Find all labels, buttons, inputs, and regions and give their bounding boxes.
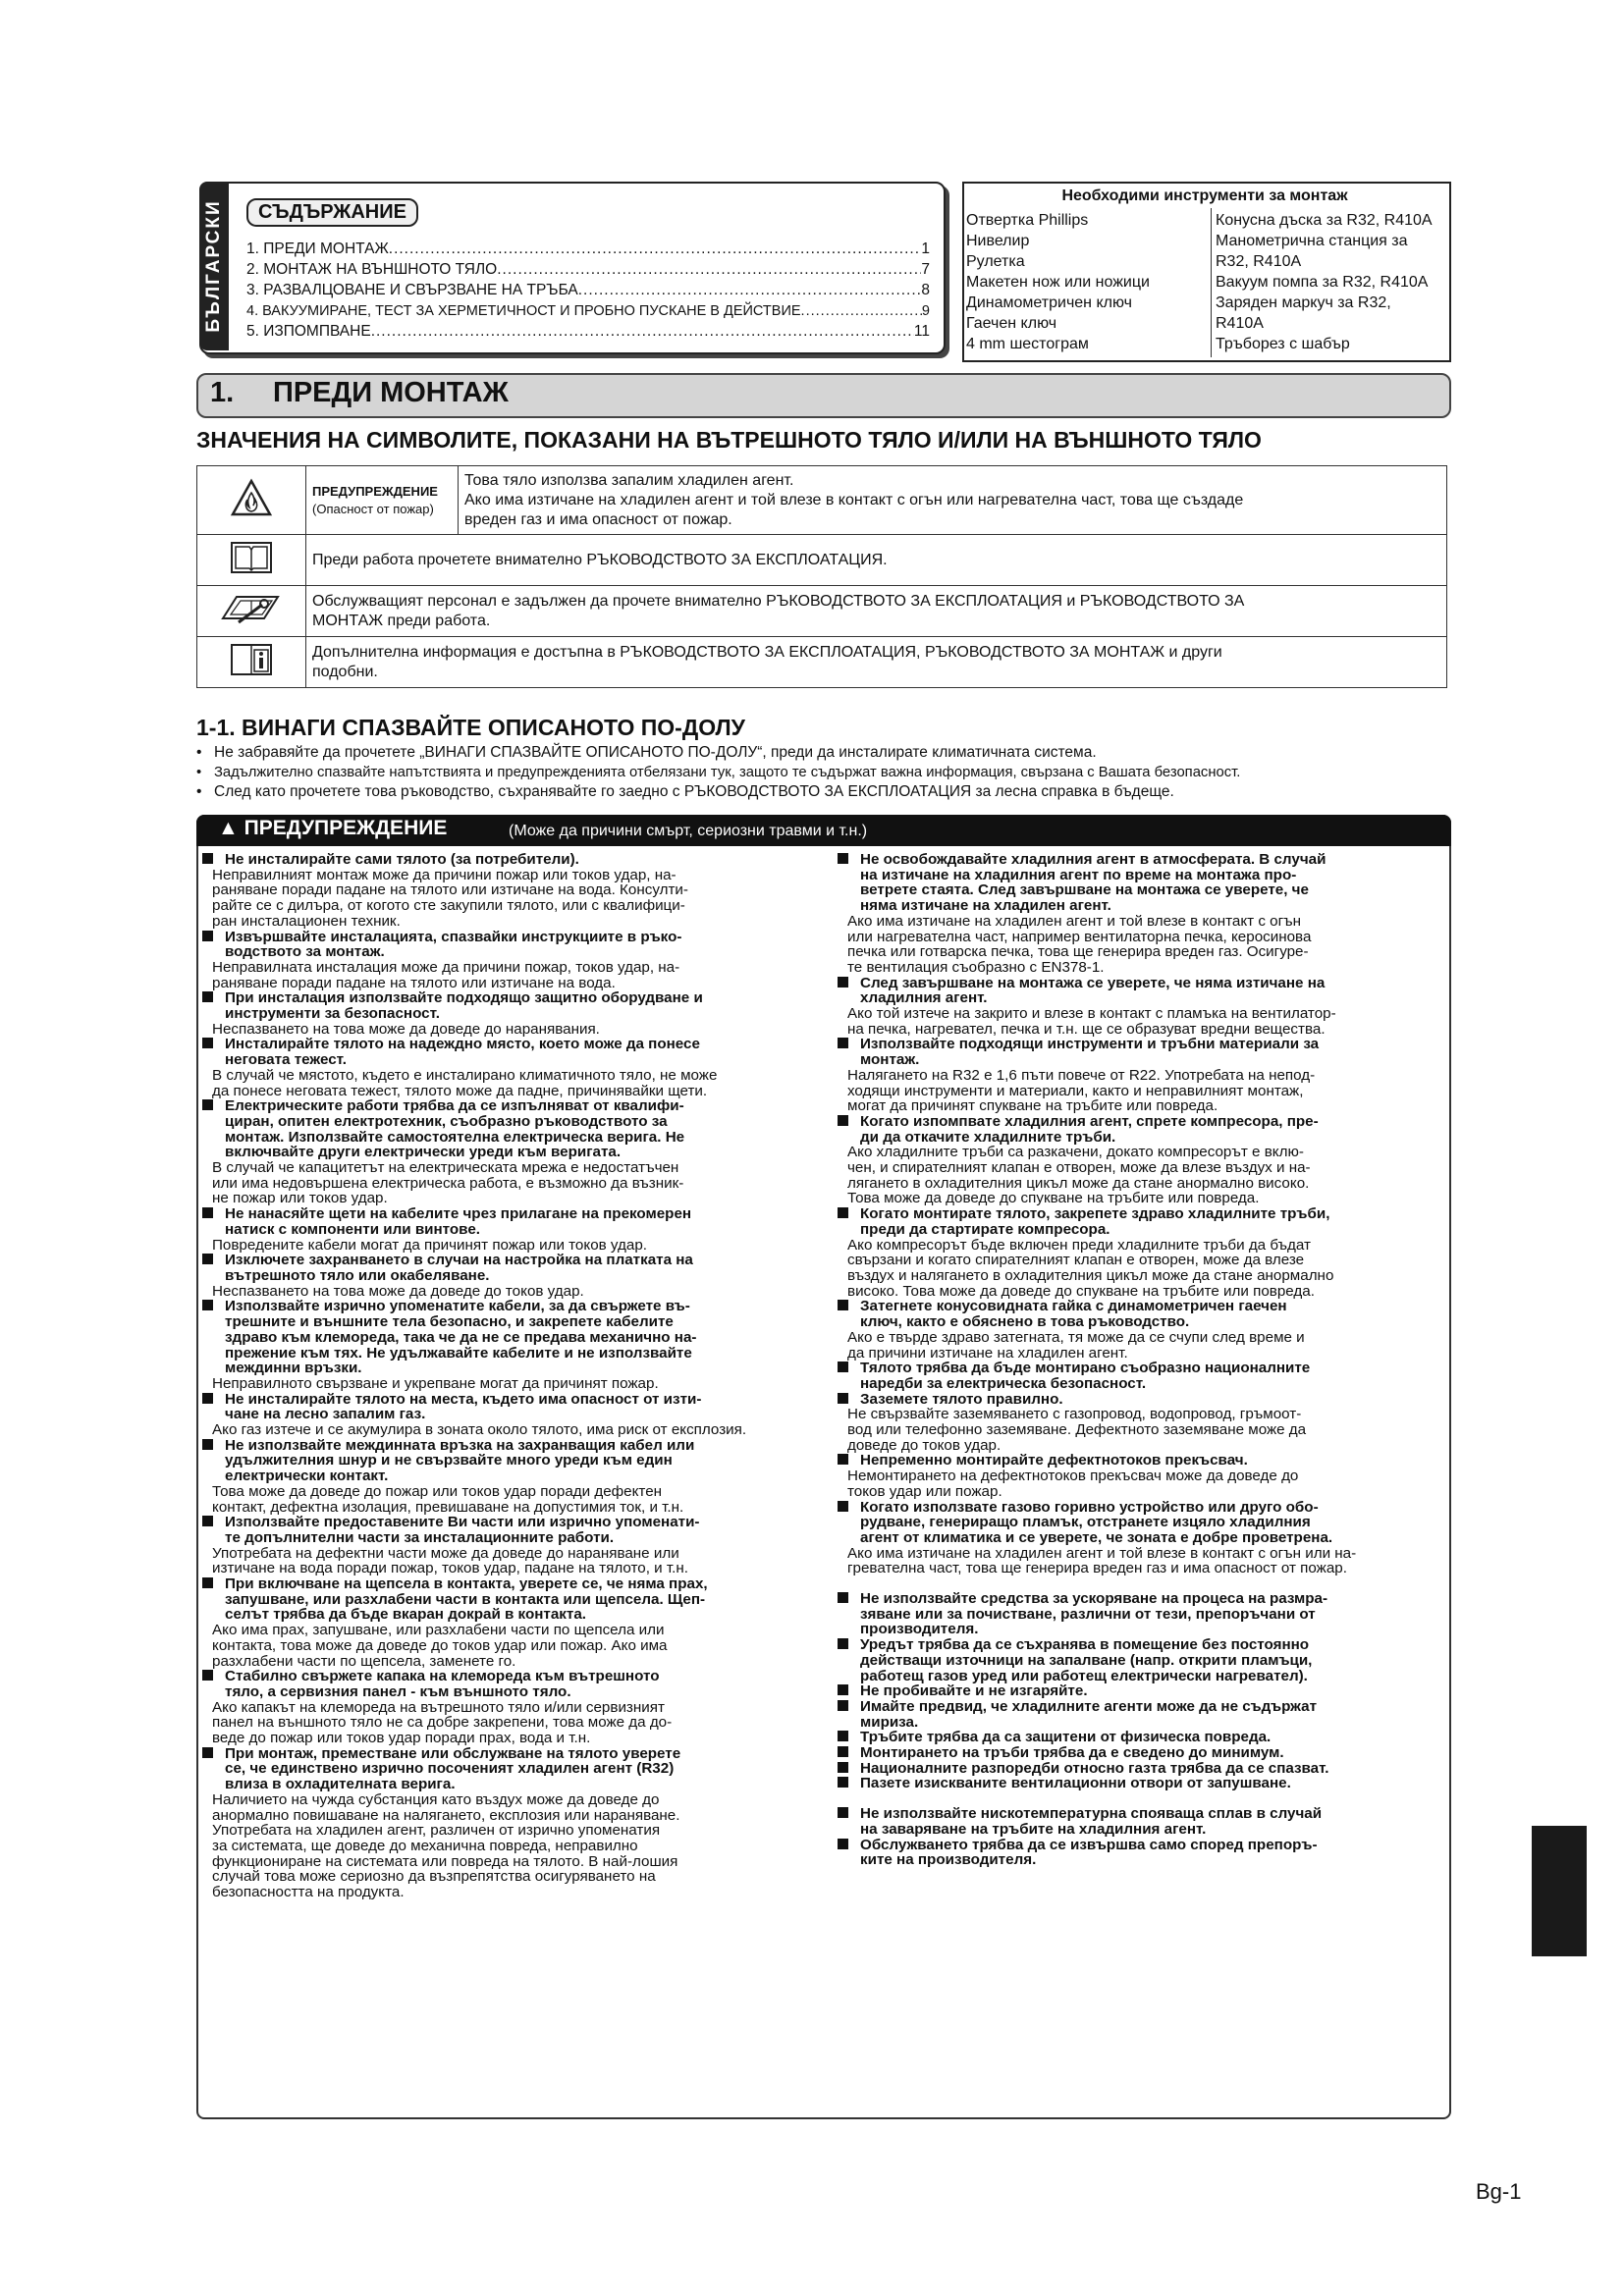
warning-item xyxy=(838,1776,1444,1791)
warning-item-body: В случай че мястото, където е инсталирано климатичното тяло, не може xyxy=(212,1066,718,1084)
symbol-description xyxy=(306,637,1447,688)
warning-item-body: В случай че капацитетът на електрическата мрежа е недостатъчен xyxy=(212,1159,679,1177)
warning-item-body: Неспазването на това може да доведе до наранявания. xyxy=(212,1020,600,1038)
square-bullet-icon xyxy=(202,1038,213,1048)
warning-item-heading: ветрете стаята. След завършване на монтажа се уверете, че xyxy=(860,881,1309,899)
warning-item-body: функциониране на системата или повреда на тялото. В най-лошия xyxy=(212,1852,678,1870)
warning-item-heading: Използвайте подходящи инструменти и тръбни материали за xyxy=(838,1037,1444,1052)
square-bullet-icon xyxy=(838,1393,848,1404)
warning-item-heading: Тялото трябва да бъде монтирано съобразно националните xyxy=(838,1361,1444,1376)
square-bullet-icon xyxy=(838,1362,848,1372)
warning-item xyxy=(838,1591,1444,1637)
warning-item-body: райте се с дилъра, от когото сте закупили тялото, или с квалифици- xyxy=(212,897,685,915)
square-bullet-icon xyxy=(838,977,848,988)
square-bullet-icon xyxy=(838,1207,848,1218)
square-bullet-icon xyxy=(838,1839,848,1849)
warning-item-body: Неспазването на това може да доведе до токов удар. xyxy=(212,1282,584,1300)
warning-item-heading: зяване или за почистване, различни от тези, препоръчани от xyxy=(860,1605,1316,1623)
toc-item[interactable]: 5. ИЗПОМПВАНЕ ..... 11 xyxy=(246,322,930,342)
warning-item xyxy=(202,1098,831,1206)
warning-item xyxy=(838,1500,1444,1577)
square-bullet-icon xyxy=(838,1762,848,1773)
warning-item-body: Ако капакът на клемореда на вътрешното тяло и/или сервизният xyxy=(212,1698,665,1716)
warning-label-cell xyxy=(306,466,459,535)
warning-item xyxy=(838,1206,1444,1299)
warning-item-body: разхлабени части по щепсела, заменете го. xyxy=(212,1652,516,1670)
warning-item-body: могат да причинят спукване на тръбите или повреда. xyxy=(847,1097,1218,1115)
warning-item xyxy=(838,1699,1444,1730)
warning-item-heading: включвайте други електрически уреди към веригата. xyxy=(225,1144,622,1161)
warning-item-body: анормално повишаване на налягането, експлозия или нараняване. xyxy=(212,1806,680,1824)
warning-item-heading: рудване, генериращо пламък, отстранете изцяло хладилния xyxy=(860,1514,1311,1531)
text-line: подобни. xyxy=(312,663,378,680)
warning-column-right xyxy=(838,852,1444,1868)
warning-item-heading: циран, опитен електротехник, съобразно ръководството за xyxy=(225,1112,668,1130)
square-bullet-icon xyxy=(202,1393,213,1404)
warning-item xyxy=(202,1515,831,1576)
toc-item[interactable]: 1. ПРЕДИ МОНТАЖ ..... 1 xyxy=(246,240,930,259)
square-bullet-icon xyxy=(202,853,213,864)
warning-item-heading: Не използвайте нискотемпературна спояваща сплав в случай xyxy=(838,1806,1444,1822)
warning-item-heading: тяло, а сервизния панел - към външното тяло. xyxy=(225,1682,571,1700)
warning-item xyxy=(202,990,831,1037)
text-line: Обслужващият персонал е задължен да прочете внимателно РЪКОВОДСТВОТО ЗА ЕКСПЛОАТАЦИЯ и РЪКОВОДСТВОТО ЗА xyxy=(312,592,1245,610)
warning-item xyxy=(838,1838,1444,1868)
warning-item-heading: Националните разпоредби относно газта трябва да се спазват. xyxy=(838,1761,1444,1777)
symbol-description: Преди работа прочетете внимателно РЪКОВОДСТВОТО ЗА ЕКСПЛОАТАЦИЯ. xyxy=(306,535,1447,586)
tool-item: Рулетка xyxy=(966,253,1025,270)
square-bullet-icon xyxy=(838,1731,848,1741)
warning-item-heading: Когато изпомпвате хладилния агент, спрете компресора, пре- xyxy=(838,1114,1444,1130)
warning-item xyxy=(838,1453,1444,1499)
symbol-row xyxy=(197,466,1447,535)
symbol-row xyxy=(197,535,1447,586)
symbol-description xyxy=(459,466,1447,535)
warning-item-body: Налягането на R32 е 1,6 пъти повече от R22. Употребата на непод- xyxy=(847,1066,1316,1084)
warning-item-heading: няма изтичане на хладилен агент. xyxy=(860,897,1111,915)
warning-item-body: Ако компресорът бъде включен преди хладилните тръби да бъдат xyxy=(847,1236,1311,1254)
warning-item-heading: запушване, или разхлабени части в контакта или щепсела. Щеп- xyxy=(225,1590,706,1608)
tool-item: R410A xyxy=(1216,315,1264,332)
warning-item xyxy=(202,1253,831,1299)
warning-item xyxy=(838,1037,1444,1114)
warning-item-body: те вентилация съобразно с EN378-1. xyxy=(847,958,1105,976)
symbols-table xyxy=(196,465,1447,688)
warning-item-heading: действащи източници на запалване (напр. открити пламъци, xyxy=(860,1651,1313,1669)
warning-item-heading: Инсталирайте тялото на надеждно място, което може да понесе xyxy=(202,1037,831,1052)
section-title: ПРЕДИ МОНТАЖ xyxy=(273,377,509,408)
warning-item-body: Това може да доведе до спукване на тръбите или повреда. xyxy=(847,1190,1260,1207)
square-bullet-icon xyxy=(202,931,213,941)
tool-item: 4 mm шестограм xyxy=(966,336,1089,352)
square-bullet-icon xyxy=(838,1454,848,1465)
warning-item-body: не пожар или токов удар. xyxy=(212,1190,388,1207)
warning-item-body: да причини изтичане на хладилен агент. xyxy=(847,1344,1128,1362)
warning-item-heading: наредби за електрическа безопасност. xyxy=(860,1374,1147,1392)
warning-item-heading: чане на лесно запалим газ. xyxy=(225,1406,426,1423)
page-number: Bg-1 xyxy=(1476,2179,1522,2204)
bullet-item: • След като прочетете това ръководство, съхранявайте го заедно с РЪКОВОДСТВОТО ЗА ЕКСПЛОАТАЦИЯ за лесна справка в бъдеще. xyxy=(196,783,1174,800)
warning-item-heading: Изключете захранването в случаи на настройка на платката на xyxy=(202,1253,831,1268)
warning-title: ▲ ПРЕДУПРЕЖДЕНИЕ xyxy=(218,817,448,839)
warning-item-heading: влиза в охладителната верига. xyxy=(225,1776,456,1793)
flame-warning-icon xyxy=(197,466,306,535)
warning-item-heading: Използвайте предоставените Ви части или изрично упоменати- xyxy=(202,1515,831,1530)
bullet-item: • Не забравяйте да прочетете „ВИНАГИ СПАЗВАЙТЕ ОПИСАНОТО ПО-ДОЛУ“, преди да инсталирате климатичната система. xyxy=(196,744,1097,761)
warning-item-heading: Тръбите трябва да са защитени от физическа повреда. xyxy=(838,1730,1444,1745)
warning-item-heading: неговата тежест. xyxy=(225,1051,347,1069)
square-bullet-icon xyxy=(838,1746,848,1757)
warning-item xyxy=(838,1761,1444,1777)
warning-item-body: да понесе неговата тежест, тялото може да падне, причинявайки щети. xyxy=(212,1082,708,1099)
warning-item xyxy=(202,1037,831,1098)
square-bullet-icon xyxy=(202,1577,213,1588)
warning-item-heading: здраво към клемореда, така че да не се предава механично на- xyxy=(225,1328,697,1346)
warning-item-body: ран инсталационен техник. xyxy=(212,912,401,930)
warning-label: ПРЕДУПРЕЖДЕНИЕ xyxy=(312,483,438,499)
tool-item: Вакуум помпа за R32, R410A xyxy=(1216,274,1429,291)
warning-item-body: чен, и спирателният клапан е отворен, може да влезе въздух и на- xyxy=(847,1159,1311,1177)
warning-item-heading: селът трябва да бъде вкаран докрай в контакта. xyxy=(225,1606,586,1624)
info-book-icon xyxy=(197,637,306,688)
warning-item xyxy=(838,852,1444,976)
warning-item-body: контакта, това може да доведе до токов удар или пожар. Ако има xyxy=(212,1636,668,1654)
warning-item-heading: Не използвайте средства за ускоряване на процеса на размра- xyxy=(838,1591,1444,1607)
warning-item-body: Неправилният монтаж може да причини пожар или токов удар, на- xyxy=(212,866,677,883)
square-bullet-icon xyxy=(838,1700,848,1711)
tool-item: Манометрична станция за xyxy=(1216,233,1408,249)
warning-item-heading: При инсталация използвайте подходящо защитно оборудване и xyxy=(202,990,831,1006)
warning-item-body: токов удар или пожар. xyxy=(847,1482,1002,1500)
section-number: 1. xyxy=(210,377,235,408)
tool-item: Макетен нож или ножици xyxy=(966,274,1150,291)
warning-triangle-icon: ▲ xyxy=(218,817,244,839)
warning-item-heading: ди да откачите хладилните тръби. xyxy=(860,1128,1116,1146)
warning-item xyxy=(202,1392,831,1438)
warning-item xyxy=(202,1669,831,1746)
tool-item: Отвертка Phillips xyxy=(966,212,1089,229)
warning-item xyxy=(838,1683,1444,1699)
warning-item-heading: монтаж. Използвайте самостоятелна електрическа верига. Не xyxy=(225,1128,685,1146)
warning-item-body: Наличието на чужда субстанция като въздух може да доведе до xyxy=(212,1790,660,1808)
warning-item-heading: Непременно монтирайте дефектнотоков прекъсвач. xyxy=(838,1453,1444,1468)
warning-item-heading: Когато използвате газово горивно устройство или друго обо- xyxy=(838,1500,1444,1516)
warning-item-heading: Имайте предвид, че хладилните агенти може да не съдържат xyxy=(838,1699,1444,1715)
warning-item-body: вод или телефонно заземяване. Дефектното заземяване може да xyxy=(847,1421,1307,1439)
warning-item-heading: се, че единствено изрично посоченият хладилен агент (R32) xyxy=(225,1760,675,1778)
warning-item-heading: агент от климатика и се уверете, че зоната е добре проветрена. xyxy=(860,1528,1333,1546)
warning-item-body: Немонтирането на дефектнотоков прекъсвач може да доведе до xyxy=(847,1468,1299,1485)
warning-item-heading: натиск с компоненти или винтове. xyxy=(225,1220,480,1238)
tool-item: Заряден маркуч за R32, xyxy=(1216,294,1391,311)
warning-item-heading: Не нанасяйте щети на кабелите чрез прилагане на прекомерен xyxy=(202,1206,831,1222)
warning-sublabel: (Опасност от пожар) xyxy=(312,501,434,516)
warning-item-body: или има недовършена електрическа работа, е възможно да възник- xyxy=(212,1174,684,1192)
warning-item-heading: При включване на щепсела в контакта, уверете се, че няма прах, xyxy=(202,1576,831,1592)
warning-item-heading: производителя. xyxy=(860,1621,979,1638)
warning-item-body: печка или готварска печка, това ще генерира вреден газ. Осигуре- xyxy=(847,943,1309,961)
square-bullet-icon xyxy=(202,1254,213,1264)
warning-item-heading: ките на производителя. xyxy=(860,1851,1037,1869)
toc-item[interactable]: 2. МОНТАЖ НА ВЪНШНОТО ТЯЛО ..... 7 xyxy=(246,260,930,280)
warning-item-body: Неправилната инсталация може да причини пожар, токов удар, на- xyxy=(212,958,680,976)
spacer xyxy=(838,1576,1444,1591)
warning-item xyxy=(838,1730,1444,1745)
square-bullet-icon xyxy=(838,1115,848,1126)
warning-item xyxy=(838,1637,1444,1683)
warning-item-body: доведе до токов удар. xyxy=(847,1436,1001,1454)
warning-item-body: за системата, ще доведе до механична повреда, неправилно xyxy=(212,1838,638,1854)
symbol-row xyxy=(197,637,1447,688)
square-bullet-icon xyxy=(202,1516,213,1526)
square-bullet-icon xyxy=(838,1592,848,1603)
warning-item xyxy=(838,976,1444,1038)
tool-item: Конусна дъска за R32, R410A xyxy=(1216,212,1433,229)
warning-item-heading: Извършвайте инсталацията, спазвайки инструкциите в ръко- xyxy=(202,930,831,945)
warning-column-left xyxy=(202,852,831,1900)
warning-item xyxy=(838,1114,1444,1206)
warning-item-body: ходящи инструменти и материали, както и неправилният монтаж, xyxy=(847,1082,1304,1099)
warning-item-body: контакт, дефектна изолация, превишаване на допустимия ток, и т.н. xyxy=(212,1498,684,1516)
square-bullet-icon xyxy=(838,1684,848,1695)
warning-item-body: високо. Това може да доведе до спукване на тръбите или повреда. xyxy=(847,1282,1315,1300)
warning-item-body: Ако е твърде здраво затегната, тя може да се счупи след време и xyxy=(847,1328,1305,1346)
warning-item-heading: водството за монтаж. xyxy=(225,943,385,961)
toc-title: СЪДЪРЖАНИЕ xyxy=(246,198,418,227)
warning-item-heading: удължителния шнур и не свързвайте много уреди към един xyxy=(225,1452,673,1469)
warning-item-heading: Стабилно свържете капака на клемореда към вътрешното xyxy=(202,1669,831,1684)
warning-item-heading: ключ, както е обяснено в това ръководство. xyxy=(860,1313,1190,1331)
square-bullet-icon xyxy=(838,1501,848,1512)
square-bullet-icon xyxy=(202,1099,213,1110)
warning-item-body: въздух и налягането в охладителния цикъл може да стане анормално xyxy=(847,1266,1334,1284)
warning-item-heading: трешните и външните тела безопасно, и закрепете кабелите xyxy=(225,1313,674,1331)
bullet-item: • Задължително спазвайте напътствията и предупрежденията отбелязани тук, защото те съдържат важна информация, свързана с Вашата безопасност. xyxy=(196,765,1241,780)
warning-item xyxy=(202,930,831,991)
warning-item-heading: Уредът трябва да се съхранява в помещение без постоянно xyxy=(838,1637,1444,1653)
warning-item xyxy=(838,1361,1444,1391)
warning-item xyxy=(838,1806,1444,1837)
square-bullet-icon xyxy=(838,1300,848,1310)
warning-item-body: изтичане на вода поради пожар, токов удар, падане на тялото, и т.н. xyxy=(212,1560,688,1577)
warning-item-heading: След завършване на монтажа се уверете, че няма изтичане на xyxy=(838,976,1444,991)
warning-item xyxy=(838,1392,1444,1454)
warning-item-heading: мириза. xyxy=(860,1713,919,1731)
text-line: вреден газ и има опасност от пожар. xyxy=(464,510,732,528)
warning-item-body: гревателна част, това ще генерира вреден газ и има опасност от пожар. xyxy=(847,1560,1347,1577)
warning-item-body: Неправилното свързване и укрепване могат да причинят пожар. xyxy=(212,1374,659,1392)
text-line: Това тяло използва запалим хладилен агент. xyxy=(464,471,794,489)
square-bullet-icon xyxy=(838,853,848,864)
tool-item: Динамометричен ключ xyxy=(966,294,1132,311)
warning-item-heading: Не инсталирайте сами тялото (за потребители). xyxy=(202,852,831,868)
tools-title: Необходими инструменти за монтаж xyxy=(1061,187,1348,204)
square-bullet-icon xyxy=(202,1207,213,1218)
warning-item-body: веде до пожар или токов удар поради прах, вода и т.н. xyxy=(212,1730,591,1747)
warning-item-heading: инструменти за безопасност. xyxy=(225,1005,440,1023)
toc-item[interactable]: 4. ВАКУУМИРАНЕ, ТЕСТ ЗА ХЕРМЕТИЧНОСТ И ПРОБНО ПУСКАНЕ В ДЕЙСТВИЕ ..... 9 xyxy=(246,301,930,321)
side-tab xyxy=(1532,1826,1587,1956)
warning-item-heading: на изтичане на хладилния агент по време на монтажа про- xyxy=(860,866,1297,883)
warning-item-body: безопасността на продукта. xyxy=(212,1884,405,1901)
warning-item-heading: Когато монтирате тялото, закрепете здраво хладилните тръби, xyxy=(838,1206,1444,1222)
warning-item-heading: на заваряване на тръбите на хладилния агент. xyxy=(860,1820,1207,1838)
warning-item-heading: хладилния агент. xyxy=(860,989,988,1007)
tool-item: Тръборез с шабър xyxy=(1216,336,1350,352)
warning-item-heading: Пазете изискваните вентилационни отвори от запушване. xyxy=(838,1776,1444,1791)
warning-item-body: свързани и когато спирателният клапан е отворен, може да влезе xyxy=(847,1252,1305,1269)
square-bullet-icon xyxy=(202,991,213,1002)
warning-item-body: Ако има изтичане на хладилен агент и той влезе в контакт с огън xyxy=(847,912,1302,930)
warning-item-body: на печка, нагревател, печка и т.н. ще се образуват вредни вещества. xyxy=(847,1020,1326,1038)
warning-item-heading: Обслужването трябва да се извършва само според препоръ- xyxy=(838,1838,1444,1853)
warning-item-body: раняване поради падане на тялото или изтичане на вода. Консулти- xyxy=(212,881,688,899)
warning-item-body: Употребата на дефектни части може да доведе до нараняване или xyxy=(212,1544,679,1562)
warning-item-body: лягането в охладителния цикъл може да стане анормално високо. xyxy=(847,1174,1310,1192)
warning-item-body: или нагревателна част, например вентилаторна печка, керосинова xyxy=(847,928,1312,945)
warning-item-heading: Не инсталирайте тялото на места, където има опасност от изти- xyxy=(202,1392,831,1408)
warning-item-heading: междинни връзки. xyxy=(225,1360,362,1377)
warning-item-body: панел на външното тяло не са добре закрепени, това може да до- xyxy=(212,1714,673,1732)
warning-item-heading: Електрическите работи трябва да се изпълняват от квалифи- xyxy=(202,1098,831,1114)
square-bullet-icon xyxy=(202,1670,213,1681)
warning-item-heading: те допълнителни части за инсталационните работи. xyxy=(225,1528,615,1546)
square-bullet-icon xyxy=(202,1300,213,1310)
warning-item-heading: Затегнете конусовидната гайка с динамометричен гаечен xyxy=(838,1299,1444,1314)
warning-item-heading: При монтаж, преместване или обслужване на тялото уверете xyxy=(202,1746,831,1762)
warning-item xyxy=(202,1438,831,1516)
warning-item-heading: прежение към тях. Не удължавайте кабелите и не използвайте xyxy=(225,1344,692,1362)
warning-item-body: Ако има изтичане на хладилен агент и той влезе в контакт с огън или на- xyxy=(847,1544,1357,1562)
symbol-row xyxy=(197,586,1447,637)
warning-item-body: Ако газ изтече и се акумулира в зоната около тялото, има риск от експлозия. xyxy=(212,1421,747,1439)
tool-item: Нивелир xyxy=(966,233,1030,249)
square-bullet-icon xyxy=(838,1638,848,1649)
warning-item-heading: вътрешното тяло или окабеляване. xyxy=(225,1266,490,1284)
warning-item-body: Не свързвайте заземяването с газопровод, водопровод, гръмоот- xyxy=(847,1406,1302,1423)
warning-item xyxy=(838,1745,1444,1761)
warning-item xyxy=(202,1746,831,1900)
square-bullet-icon xyxy=(838,1807,848,1818)
book-icon xyxy=(197,535,306,586)
warning-item-heading: монтаж. xyxy=(860,1051,920,1069)
text-line: Допълнителна информация е достъпна в РЪКОВОДСТВОТО ЗА ЕКСПЛОАТАЦИЯ, РЪКОВОДСТВОТО ЗА МОНТАЖ и други xyxy=(312,643,1222,661)
service-manual-icon xyxy=(197,586,306,637)
tool-item: R32, R410A xyxy=(1216,253,1302,270)
square-bullet-icon xyxy=(202,1439,213,1450)
spacer xyxy=(838,1791,1444,1806)
warning-item-body: Това може да доведе до пожар или токов удар поради дефектен xyxy=(212,1482,663,1500)
text-line: Ако има изтичане на хладилен агент и той влезе в контакт с огън или нагревателна част, това ще създаде xyxy=(464,491,1244,508)
square-bullet-icon xyxy=(838,1038,848,1048)
warning-item-heading: Използвайте изрично упоменатите кабели, за да свържете въ- xyxy=(202,1299,831,1314)
warning-item-body: Употребата на хладилен агент, различен от изрично упоменатия xyxy=(212,1822,661,1840)
warning-item xyxy=(202,852,831,930)
warning-item-heading: Не използвайте междинната връзка на захранващия кабел или xyxy=(202,1438,831,1454)
toc-item[interactable]: 3. РАЗВАЛЦОВАНЕ И СВЪРЗВАНЕ НА ТРЪБА ..... 8 xyxy=(246,281,930,300)
warning-item-heading: работещ газов уред или работещ електрически нагревател). xyxy=(860,1667,1308,1684)
warning-item xyxy=(838,1299,1444,1361)
subsection-heading: 1-1. ВИНАГИ СПАЗВАЙТЕ ОПИСАНОТО ПО-ДОЛУ xyxy=(196,715,745,740)
warning-item-body: Ако има прах, запушване, или разхлабени части по щепсела или xyxy=(212,1622,665,1639)
warning-item-body: случай това може сериозно да възпрепятства осигуряването на xyxy=(212,1868,656,1886)
square-bullet-icon xyxy=(838,1777,848,1788)
warning-item-heading: електрически контакт. xyxy=(225,1468,389,1485)
warning-item-heading: преди да стартирате компресора. xyxy=(860,1220,1110,1238)
language-label: БЪЛГАРСКИ xyxy=(203,199,224,333)
warning-item-heading: Монтирането на тръби трябва да е сведено до минимум. xyxy=(838,1745,1444,1761)
symbol-description xyxy=(306,586,1447,637)
warning-item-body: Повредените кабели могат да причинят пожар или токов удар. xyxy=(212,1236,647,1254)
tool-item: Гаечен ключ xyxy=(966,315,1057,332)
warning-item-body: раняване поради падане на тялото или изтичане на вода. xyxy=(212,974,616,991)
warning-item xyxy=(202,1576,831,1669)
warning-item xyxy=(202,1299,831,1391)
warning-item-heading: Не освобождавайте хладилния агент в атмосферата. В случай xyxy=(838,852,1444,868)
warning-item-body: Ако хладилните тръби са разкачени, докато компресорът е вклю- xyxy=(847,1144,1304,1161)
square-bullet-icon xyxy=(202,1747,213,1758)
warning-item xyxy=(202,1206,831,1253)
warning-item-heading: Заземете тялото правилно. xyxy=(838,1392,1444,1408)
warning-subtitle: (Може да причини смърт, сериозни травми и т.н.) xyxy=(509,823,868,839)
text-line: МОНТАЖ преди работа. xyxy=(312,612,491,629)
symbols-heading: ЗНАЧЕНИЯ НА СИМВОЛИТЕ, ПОКАЗАНИ НА ВЪТРЕШНОТО ТЯЛО И/ИЛИ НА ВЪНШНОТО ТЯЛО xyxy=(196,427,1262,453)
warning-item-body: Ако той изтече на закрито и влезе в контакт с пламъка на вентилатор- xyxy=(847,1005,1336,1023)
warning-item-heading: Не пробивайте и не изгаряйте. xyxy=(838,1683,1444,1699)
language-tab xyxy=(199,182,229,350)
